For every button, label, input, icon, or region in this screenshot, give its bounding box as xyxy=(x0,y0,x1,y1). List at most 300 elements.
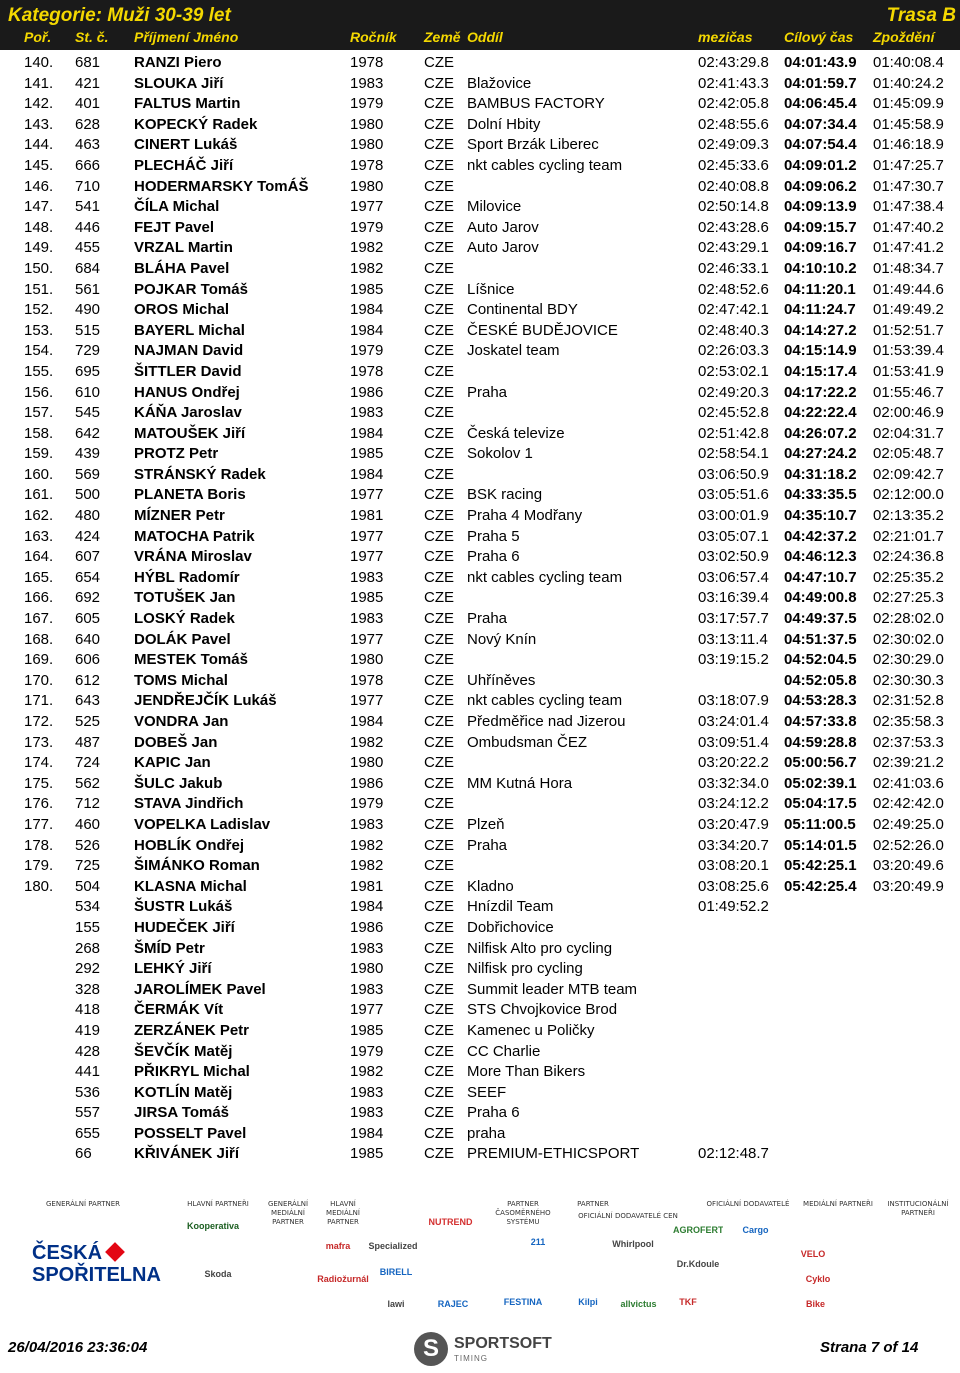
cell-club: Nilfisk pro cycling xyxy=(467,960,583,978)
cell-split-time: 03:24:01.4 xyxy=(698,713,769,730)
cell-start-number: 441 xyxy=(75,1063,101,1081)
cell-start-number: 643 xyxy=(75,692,101,710)
cell-final-time: 04:47:10.7 xyxy=(784,568,857,586)
cell-country: CZE xyxy=(424,898,454,916)
cell-split-time: 03:24:12.2 xyxy=(698,795,769,813)
cell-final-time: 04:14:27.2 xyxy=(784,321,857,339)
cell-final-time: 04:09:15.7 xyxy=(784,218,857,236)
table-row xyxy=(0,403,960,424)
cell-gap: 02:41:03.6 xyxy=(873,774,944,792)
cell-split-time: 03:20:22.2 xyxy=(698,754,769,772)
cell-club: Hnízdil Team xyxy=(467,898,554,916)
cell-position: 143. xyxy=(24,115,54,133)
logo-line2: SPOŘITELNA xyxy=(32,1264,161,1286)
cell-split-time: 03:00:01.9 xyxy=(698,507,769,525)
cell-split-time: 03:05:51.6 xyxy=(698,486,769,504)
cell-final-time: 05:42:25.4 xyxy=(784,877,857,895)
cell-name: HOBLÍK Ondřej xyxy=(134,836,245,854)
cell-final-time: 04:49:00.8 xyxy=(784,589,857,607)
cell-country: CZE xyxy=(424,445,454,463)
cell-year: 1977 xyxy=(350,198,384,216)
cell-year: 1983 xyxy=(350,568,384,586)
table-row xyxy=(0,1021,960,1042)
cell-year: 1986 xyxy=(350,383,384,401)
cell-name: POJKAR Tomáš xyxy=(134,280,248,298)
cell-name: HÝBL Radomír xyxy=(134,568,240,586)
sponsor-caption: OFICIÁLNÍ DODAVATELÉ xyxy=(706,1200,790,1208)
table-row xyxy=(0,115,960,136)
cell-position: 160. xyxy=(24,465,54,483)
table-row xyxy=(0,568,960,589)
cell-split-time: 03:17:57.7 xyxy=(698,610,769,628)
cell-club: Uhříněves xyxy=(467,671,536,689)
cell-country: CZE xyxy=(424,321,454,339)
cell-gap: 01:49:49.2 xyxy=(873,301,944,319)
cell-year: 1983 xyxy=(350,404,384,422)
sponsor-group-institutional xyxy=(883,1200,953,1218)
table-row xyxy=(0,1042,960,1063)
cell-club: Praha 6 xyxy=(467,1104,520,1122)
sponsor-logo: mafra xyxy=(325,1242,351,1251)
sponsor-logo: lawi xyxy=(387,1300,405,1309)
cell-year: 1979 xyxy=(350,342,384,360)
cell-start-number: 500 xyxy=(75,486,101,504)
cell-gap: 02:24:36.8 xyxy=(873,548,944,566)
cell-gap: 02:39:21.2 xyxy=(873,754,944,772)
cell-start-number: 534 xyxy=(75,898,101,916)
cell-start-number: 712 xyxy=(75,795,101,813)
cell-country: CZE xyxy=(424,671,454,689)
cell-final-time: 04:09:06.2 xyxy=(784,177,857,195)
column-headers xyxy=(0,29,960,47)
cell-name: FALTUS Martin xyxy=(134,95,241,113)
cell-gap: 02:31:52.8 xyxy=(873,692,944,710)
cell-position: 180. xyxy=(24,877,54,895)
cell-country: CZE xyxy=(424,280,454,298)
cell-country: CZE xyxy=(424,795,454,813)
sponsor-caption: GENERÁLNÍ PARTNER xyxy=(45,1200,121,1208)
cell-country: CZE xyxy=(424,404,454,422)
cell-start-number: 66 xyxy=(75,1145,92,1163)
sponsor-caption: GENERÁLNÍ MEDIÁLNÍ PARTNER xyxy=(267,1200,309,1226)
cell-start-number: 692 xyxy=(75,589,101,607)
table-row xyxy=(0,53,960,74)
cell-club: Praha xyxy=(467,610,508,628)
cell-final-time: 04:33:35.5 xyxy=(784,486,857,504)
cell-start-number: 487 xyxy=(75,733,101,751)
cell-position: 163. xyxy=(24,527,54,545)
cell-country: CZE xyxy=(424,548,454,566)
table-row xyxy=(0,959,960,980)
cell-split-time: 03:20:47.9 xyxy=(698,815,769,833)
col-header-start-number: St. č. xyxy=(75,29,109,45)
cell-country: CZE xyxy=(424,692,454,710)
cell-name: PLECHÁČ Jiří xyxy=(134,156,234,174)
cell-final-time: 04:26:07.2 xyxy=(784,424,857,442)
cell-position: 150. xyxy=(24,259,54,277)
cell-country: CZE xyxy=(424,1145,454,1163)
cell-split-time: 02:51:42.8 xyxy=(698,424,769,442)
table-row xyxy=(0,300,960,321)
cell-final-time: 04:46:12.3 xyxy=(784,548,857,566)
cell-final-time: 04:57:33.8 xyxy=(784,713,857,730)
cell-name: ŠMÍD Petr xyxy=(134,939,205,957)
cell-split-time: 02:58:54.1 xyxy=(698,445,769,463)
cell-start-number: 428 xyxy=(75,1042,101,1060)
cell-final-time: 05:00:56.7 xyxy=(784,754,857,772)
table-row xyxy=(0,444,960,465)
cell-split-time: 02:53:02.1 xyxy=(698,362,769,380)
cell-club: Předměřice nad Jizerou xyxy=(467,713,626,730)
table-row xyxy=(0,218,960,239)
cell-start-number: 724 xyxy=(75,754,101,772)
sponsor-group-media-main xyxy=(313,1200,373,1227)
cell-club: Summit leader MTB team xyxy=(467,980,638,998)
cell-gap: 01:40:08.4 xyxy=(873,54,944,71)
cell-country: CZE xyxy=(424,1083,454,1101)
cell-final-time: 04:52:05.8 xyxy=(784,671,857,689)
col-header-year: Ročník xyxy=(350,29,397,45)
cell-club: ČESKÉ BUDĚJOVICE xyxy=(467,321,618,339)
cell-split-time: 03:19:15.2 xyxy=(698,651,769,669)
cell-start-number: 446 xyxy=(75,218,101,236)
cell-country: CZE xyxy=(424,754,454,772)
cell-club: Ombudsman ČEZ xyxy=(467,733,588,751)
cell-club: Continental BDY xyxy=(467,301,578,319)
table-row xyxy=(0,74,960,95)
cell-position: 145. xyxy=(24,156,54,174)
cell-final-time: 04:49:37.5 xyxy=(784,610,857,628)
cell-start-number: 421 xyxy=(75,74,101,92)
cell-year: 1985 xyxy=(350,280,384,298)
cell-name: ŠUSTR Lukáš xyxy=(134,898,233,916)
cell-country: CZE xyxy=(424,877,454,895)
col-header-name: Příjmení Jméno xyxy=(134,29,239,45)
cell-country: CZE xyxy=(424,54,454,71)
table-row xyxy=(0,1124,960,1145)
cell-name: RANZI Piero xyxy=(134,54,222,71)
cell-position: 144. xyxy=(24,136,54,154)
cell-year: 1979 xyxy=(350,1042,384,1060)
table-row xyxy=(0,362,960,383)
cell-name: PLANETA Boris xyxy=(134,486,246,504)
table-row xyxy=(0,424,960,445)
cell-name: STAVA Jindřich xyxy=(134,795,244,813)
cell-year: 1978 xyxy=(350,671,384,689)
table-row xyxy=(0,1062,960,1083)
cell-gap: 02:27:25.3 xyxy=(873,589,944,607)
cell-country: CZE xyxy=(424,383,454,401)
logo-line1: ČESKÁ xyxy=(32,1242,103,1264)
cell-year: 1984 xyxy=(350,301,384,319)
cell-country: CZE xyxy=(424,362,454,380)
cell-year: 1979 xyxy=(350,218,384,236)
sportsoft-logo xyxy=(414,1332,574,1368)
cell-club: BAMBUS FACTORY xyxy=(467,95,605,113)
cell-country: CZE xyxy=(424,733,454,751)
cell-position: 155. xyxy=(24,362,54,380)
cell-start-number: 525 xyxy=(75,713,101,730)
cell-start-number: 463 xyxy=(75,136,101,154)
cell-start-number: 536 xyxy=(75,1083,101,1101)
cell-gap: 02:37:53.3 xyxy=(873,733,944,751)
sponsors-strip xyxy=(8,1200,952,1325)
cell-gap: 01:53:41.9 xyxy=(873,362,944,380)
cell-start-number: 419 xyxy=(75,1021,101,1039)
cell-position: 156. xyxy=(24,383,54,401)
cell-country: CZE xyxy=(424,1042,454,1060)
cell-position: 170. xyxy=(24,671,54,689)
cell-start-number: 292 xyxy=(75,960,101,978)
cell-name: BLÁHA Pavel xyxy=(134,259,230,277)
table-row xyxy=(0,135,960,156)
cell-name: ZERZÁNEK Petr xyxy=(134,1021,250,1039)
sponsor-logo: NUTREND xyxy=(428,1218,473,1227)
cell-position: 140. xyxy=(24,54,54,71)
ceska-sporitelna-logo xyxy=(32,1242,161,1292)
cell-position: 167. xyxy=(24,610,54,628)
cell-year: 1979 xyxy=(350,95,384,113)
cell-country: CZE xyxy=(424,95,454,113)
cell-year: 1982 xyxy=(350,259,384,277)
cell-club: Blažovice xyxy=(467,74,532,92)
cell-country: CZE xyxy=(424,74,454,92)
cell-start-number: 541 xyxy=(75,198,101,216)
cell-gap: 02:12:00.0 xyxy=(873,486,944,504)
col-header-gap: Zpoždění xyxy=(873,29,935,45)
cell-gap: 02:52:26.0 xyxy=(873,836,944,854)
cell-gap: 01:47:41.2 xyxy=(873,239,944,257)
sponsor-caption: MEDIÁLNÍ PARTNEŘI xyxy=(803,1200,873,1208)
cell-gap: 01:55:46.7 xyxy=(873,383,944,401)
table-row xyxy=(0,980,960,1001)
table-row xyxy=(0,547,960,568)
cell-year: 1977 xyxy=(350,486,384,504)
cell-year: 1984 xyxy=(350,1124,384,1142)
cell-year: 1985 xyxy=(350,1021,384,1039)
cell-final-time: 04:15:17.4 xyxy=(784,362,857,380)
table-row xyxy=(0,238,960,259)
cell-name: VONDRA Jan xyxy=(134,713,229,730)
cell-country: CZE xyxy=(424,1063,454,1081)
cell-name: OROS Michal xyxy=(134,301,230,319)
cell-start-number: 401 xyxy=(75,95,101,113)
cell-club: nkt cables cycling team xyxy=(467,156,623,174)
cell-start-number: 666 xyxy=(75,156,101,174)
cell-split-time: 03:08:20.1 xyxy=(698,857,769,875)
table-row xyxy=(0,856,960,877)
col-header-country: Země xyxy=(424,29,461,45)
cell-name: KOTLÍN Matěj xyxy=(134,1083,233,1101)
cell-name: MÍZNER Petr xyxy=(134,507,225,525)
cell-country: CZE xyxy=(424,857,454,875)
cell-country: CZE xyxy=(424,218,454,236)
cell-split-time: 02:43:29.1 xyxy=(698,239,769,257)
cell-gap: 02:35:58.3 xyxy=(873,713,944,730)
cell-position: 178. xyxy=(24,836,54,854)
cell-country: CZE xyxy=(424,507,454,525)
cell-final-time: 04:52:04.5 xyxy=(784,651,857,669)
cell-gap: 02:09:42.7 xyxy=(873,465,944,483)
cell-position: 157. xyxy=(24,404,54,422)
table-row xyxy=(0,836,960,857)
cell-split-time: 03:05:07.1 xyxy=(698,527,769,545)
cell-year: 1978 xyxy=(350,362,384,380)
cell-gap: 02:13:35.2 xyxy=(873,507,944,525)
cell-year: 1985 xyxy=(350,445,384,463)
cell-name: JAROLÍMEK Pavel xyxy=(134,980,266,998)
cell-year: 1981 xyxy=(350,877,384,895)
cell-year: 1982 xyxy=(350,1063,384,1081)
cell-country: CZE xyxy=(424,980,454,998)
cell-club: nkt cables cycling team xyxy=(467,568,623,586)
cell-club: Nový Knín xyxy=(467,630,537,648)
cell-start-number: 490 xyxy=(75,301,101,319)
category-title: Kategorie: Muži 30-39 let xyxy=(8,5,231,26)
sponsor-logo: Kilpi xyxy=(578,1298,598,1307)
table-row xyxy=(0,794,960,815)
cell-split-time: 03:09:51.4 xyxy=(698,733,769,751)
cell-year: 1978 xyxy=(350,54,384,71)
cell-gap: 01:52:51.7 xyxy=(873,321,944,339)
table-row xyxy=(0,918,960,939)
cell-gap: 02:25:35.2 xyxy=(873,568,944,586)
table-row xyxy=(0,321,960,342)
cell-start-number: 504 xyxy=(75,877,101,895)
cell-year: 1986 xyxy=(350,774,384,792)
sponsor-logo: AGROFERT xyxy=(673,1226,723,1235)
col-header-position: Poř. xyxy=(24,29,52,45)
cell-year: 1984 xyxy=(350,713,384,730)
cell-position: 179. xyxy=(24,857,54,875)
cell-name: ŠITTLER David xyxy=(134,362,242,380)
cell-club: Líšnice xyxy=(467,280,515,298)
cell-country: CZE xyxy=(424,301,454,319)
table-row xyxy=(0,630,960,651)
sponsor-logo: Škoda xyxy=(204,1270,232,1279)
sponsor-logo: Cyklo xyxy=(805,1275,831,1284)
cell-club: Joskatel team xyxy=(467,342,560,360)
cell-position: 177. xyxy=(24,815,54,833)
cell-final-time: 04:10:10.2 xyxy=(784,259,857,277)
cell-country: CZE xyxy=(424,713,454,730)
cell-name: TOTUŠEK Jan xyxy=(134,589,236,607)
cell-gap: 01:47:30.7 xyxy=(873,177,944,195)
cell-start-number: 612 xyxy=(75,671,101,689)
cell-name: MESTEK Tomáš xyxy=(134,651,248,669)
table-row xyxy=(0,383,960,404)
cell-name: HODERMARSKY TomÁŠ xyxy=(134,177,309,195)
cell-name: LEHKÝ Jiří xyxy=(134,960,212,978)
cell-club: PREMIUM-ETHICSPORT xyxy=(467,1145,640,1163)
cell-name: PŘIKRYL Michal xyxy=(134,1063,250,1081)
cell-year: 1984 xyxy=(350,321,384,339)
cell-gap: 01:40:24.2 xyxy=(873,74,944,92)
cell-final-time: 05:42:25.1 xyxy=(784,857,857,875)
cell-start-number: 605 xyxy=(75,610,101,628)
cell-club: Praha xyxy=(467,836,508,854)
cell-club: SEEF xyxy=(467,1083,507,1101)
cell-start-number: 418 xyxy=(75,1001,101,1019)
cell-position: 172. xyxy=(24,713,54,730)
table-row xyxy=(0,609,960,630)
cell-year: 1985 xyxy=(350,1145,384,1163)
col-header-final-time: Cílový čas xyxy=(784,29,854,45)
cell-name: LOSKÝ Radek xyxy=(134,610,235,628)
sponsor-logo: 211 xyxy=(530,1238,546,1247)
sponsor-logo: Bike xyxy=(805,1300,825,1309)
cell-start-number: 710 xyxy=(75,177,101,195)
cell-year: 1981 xyxy=(350,507,384,525)
sponsor-group-timing xyxy=(488,1200,558,1227)
cell-split-time: 02:45:52.8 xyxy=(698,404,769,422)
cell-club: Auto Jarov xyxy=(467,239,539,257)
cell-gap: 01:45:58.9 xyxy=(873,115,944,133)
cell-position: 142. xyxy=(24,95,54,113)
cell-split-time: 02:49:20.3 xyxy=(698,383,769,401)
cell-split-time: 02:42:05.8 xyxy=(698,95,769,113)
cell-gap: 01:47:40.2 xyxy=(873,218,944,236)
cell-final-time: 04:27:24.2 xyxy=(784,445,857,463)
cell-start-number: 480 xyxy=(75,507,101,525)
table-row xyxy=(0,341,960,362)
cell-country: CZE xyxy=(424,1124,454,1142)
sponsor-caption: INSTITUCIONÁLNÍ PARTNEŘI xyxy=(887,1200,949,1217)
cell-name: DOLÁK Pavel xyxy=(134,630,231,648)
table-row xyxy=(0,671,960,692)
cell-country: CZE xyxy=(424,115,454,133)
cell-start-number: 557 xyxy=(75,1104,101,1122)
cell-position: 168. xyxy=(24,630,54,648)
cell-name: VRZAL Martin xyxy=(134,239,233,257)
cell-final-time: 05:11:00.5 xyxy=(784,815,856,833)
cell-final-time: 04:01:43.9 xyxy=(784,54,857,71)
cell-year: 1977 xyxy=(350,692,384,710)
cell-position: 148. xyxy=(24,218,54,236)
cell-split-time: 02:43:29.8 xyxy=(698,54,769,71)
table-row xyxy=(0,506,960,527)
cell-final-time: 04:22:22.4 xyxy=(784,404,857,422)
cell-club: Praha 4 Modřany xyxy=(467,507,583,525)
cell-split-time: 02:49:09.3 xyxy=(698,136,769,154)
cell-split-time: 02:48:52.6 xyxy=(698,280,769,298)
cell-country: CZE xyxy=(424,918,454,936)
cell-name: JIRSA Tomáš xyxy=(134,1104,230,1122)
table-row xyxy=(0,197,960,218)
cell-year: 1984 xyxy=(350,898,384,916)
sponsor-logo: Specialized xyxy=(368,1242,418,1251)
cell-position: 147. xyxy=(24,198,54,216)
cell-position: 159. xyxy=(24,445,54,463)
table-row xyxy=(0,156,960,177)
cell-split-time: 03:34:20.7 xyxy=(698,836,769,854)
table-row xyxy=(0,1000,960,1021)
table-row xyxy=(0,1144,960,1165)
cell-start-number: 439 xyxy=(75,445,101,463)
cell-club: Sokolov 1 xyxy=(467,445,533,463)
sponsor-logo: BIRELL xyxy=(379,1268,413,1277)
cell-name: HUDEČEK Jiří xyxy=(134,918,235,936)
sportsoft-sub: TIMING xyxy=(454,1354,488,1363)
table-row xyxy=(0,691,960,712)
cell-name: BAYERL Michal xyxy=(134,321,245,339)
cell-split-time: 02:46:33.1 xyxy=(698,259,769,277)
cell-split-time: 02:40:08.8 xyxy=(698,177,769,195)
page-number: Strana 7 of 14 xyxy=(820,1339,919,1356)
cell-country: CZE xyxy=(424,815,454,833)
table-row xyxy=(0,465,960,486)
cell-start-number: 654 xyxy=(75,568,101,586)
